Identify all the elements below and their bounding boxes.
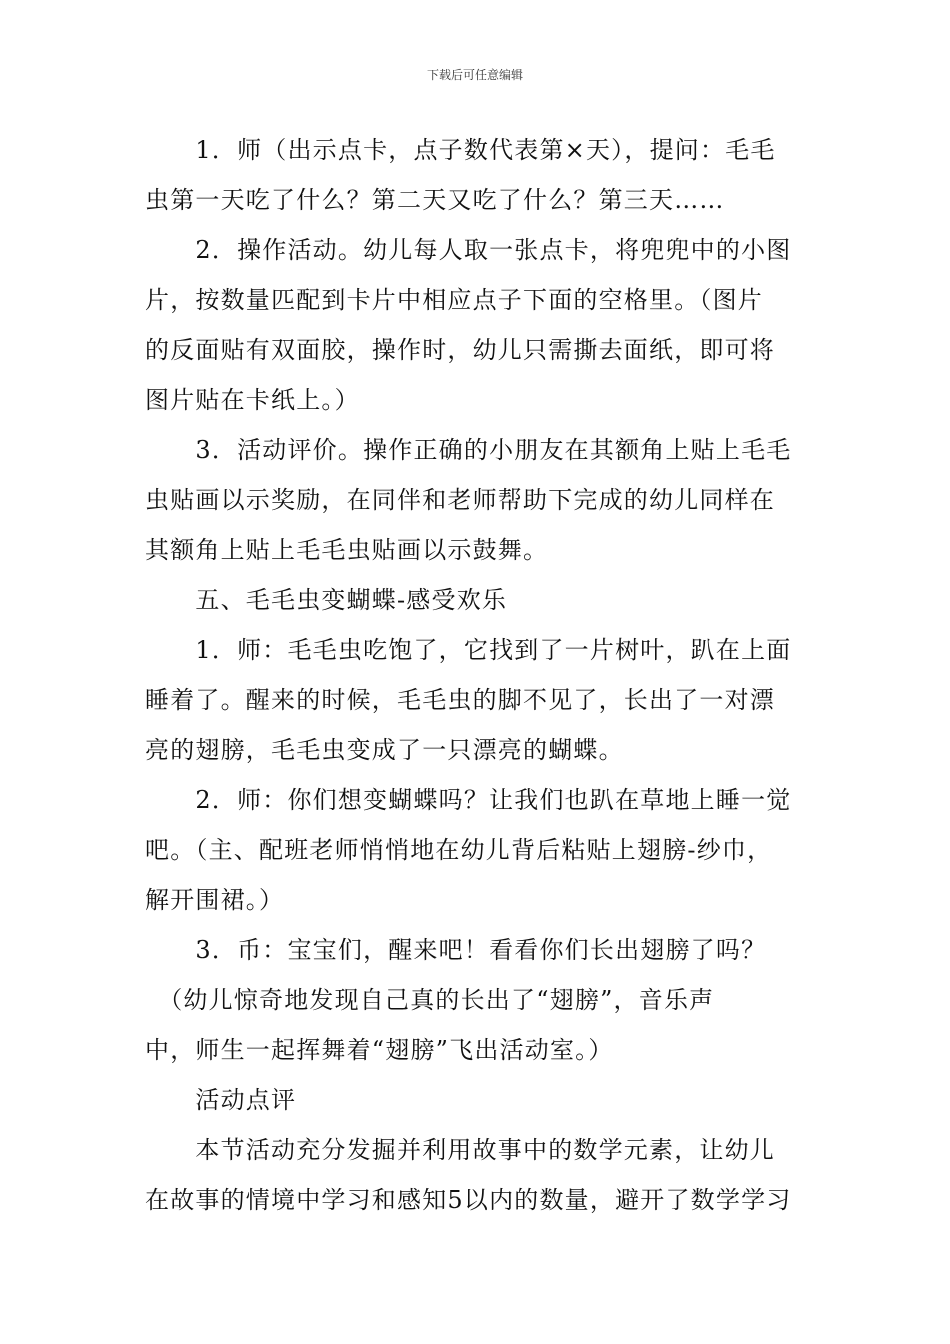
text-line: 3．币：宝宝们，醒来吧！看看你们长出翅膀了吗？ [145, 936, 767, 964]
text-line: 2．师：你们想变蝴蝶吗？让我们也趴在草地上睡一觉 [145, 786, 792, 814]
page-header: 下载后可任意编辑 [426, 68, 523, 82]
text-line: 中，师生一起挥舞着“翅膀”飞出活动室。） [145, 1036, 614, 1064]
text-line: 图片贴在卡纸上。） [145, 386, 360, 414]
text-line: 本节活动充分发掘并利用故事中的数学元素，让幼儿 [145, 1136, 775, 1164]
text-line: 3．活动评价。操作正确的小朋友在其额角上贴上毛毛 [145, 436, 792, 464]
text-line: 1．师（出示点卡，点子数代表第×天），提问：毛毛 [145, 136, 776, 164]
text-line: 亮的翅膀，毛毛虫变成了一只漂亮的蝴蝶。 [145, 736, 624, 764]
text-line: 片，按数量匹配到卡片中相应点子下面的空格里。（图片 [145, 286, 763, 314]
text-line: 虫贴画以示奖励，在同伴和老师帮助下完成的幼儿同样在 [145, 486, 775, 514]
text-line: 其额角上贴上毛毛虫贴画以示鼓舞。 [145, 536, 549, 564]
text-line: 吧。（主、配班老师悄悄地在幼儿背后粘贴上翅膀-纱巾， [145, 836, 773, 864]
section-heading: 五、毛毛虫变蝴蝶-感受欢乐 [145, 586, 508, 614]
text-line: 在故事的情境中学习和感知5以内的数量，避开了数学学习 [145, 1186, 792, 1214]
text-line: 睡着了。醒来的时候，毛毛虫的脚不见了，长出了一对漂 [145, 686, 775, 714]
text-line: 2．操作活动。幼儿每人取一张点卡，将兜兜中的小图 [145, 236, 792, 264]
section-heading: 活动点评 [145, 1086, 297, 1114]
text-line: 的反面贴有双面胶，操作时，幼儿只需撕去面纸，即可将 [145, 336, 775, 364]
text-line: 解开围裙。） [145, 886, 285, 914]
text-line: 虫第一天吃了什么？第二天又吃了什么？第三天…… [145, 186, 725, 214]
text-line: （幼儿惊奇地发现自己真的长出了“翅膀”，音乐声 [145, 986, 715, 1014]
text-line: 1．师：毛毛虫吃饱了，它找到了一片树叶，趴在上面 [145, 636, 792, 664]
